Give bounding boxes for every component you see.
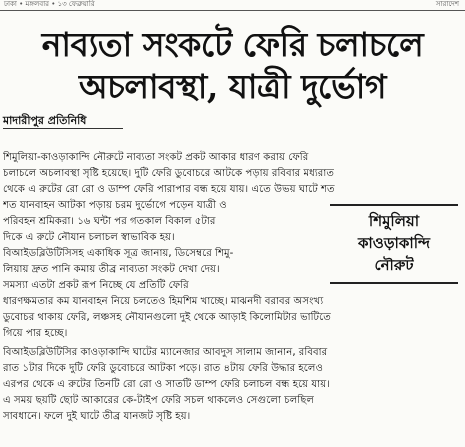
pullquote	[330, 204, 458, 284]
pullquote-line-2: কাওড়াকান্দি	[357, 234, 431, 252]
article-line: এ সময় ছয়টি ছোট আকারের কে-টাইপ ফেরি সচল থাকলেও সেগুলো চলছিল	[3, 395, 314, 406]
article-line: শত যানবাহন আটকা পড়ায় চরম দুর্ভোগে পড়েন যাত্রী ও	[3, 200, 227, 211]
article-paragraph-2	[3, 345, 459, 425]
article-paragraph-1-narrow	[3, 198, 321, 294]
pullquote-line-1: শিমুলিয়া	[368, 212, 420, 230]
header-strip-left: ঢাকা • মঙ্গলবার • ১৩ ফেব্রুয়ারি	[4, 0, 95, 8]
article-line: এরপর থেকে এ রুটের তিনটি রো রো ও সাতটি ডাম্প ফেরি চলাচল বন্ধ হয়ে যায়।	[3, 379, 330, 390]
article-line: ধারণক্ষমতার কম যানবাহন নিয়ে চলতেও হিমশিম খাচ্ছে। মাঝনদী বরাবর অসংখ্য	[3, 296, 324, 307]
header-strip-right: সারাদেশ	[435, 0, 459, 8]
article-line: পরিবহন শ্রমিকরা। ১৬ ঘন্টা পর গতকাল বিকাল ৫টার	[3, 216, 216, 227]
article-line: রাত ১টার দিকে দুটি ফেরি ডুবোচরে আটকা পড়ে। রাত ৪টায় ফেরি উদ্ধার হলেও	[3, 363, 323, 374]
article-paragraph-1	[3, 150, 459, 198]
article-paragraph-1-tail	[3, 294, 459, 342]
article-line: সমস্যা এতটা প্রকট রূপ নিচ্ছে যে প্রতিটি ফেরি	[3, 280, 189, 291]
headline-line-2: অচলাবস্থা, যাত্রী দুর্ভোগ	[79, 67, 386, 106]
article-line: বিআইডব্লিউটিসির কাওড়াকান্দি ঘাটের ম্যানেজার আবদুস সালাম জানান, রবিবার	[3, 347, 328, 358]
article-line: বিআইডব্লিউটিসিসহ একাধিক সূত্র জানায়, ডিসেম্বরে শিমু-	[3, 248, 234, 259]
article-line: ডুবোচর থাকায় ফেরি, লঞ্চসহ নৌযানগুলো দুই থেকে আড়াই কিলোমিটার ভাটিতে	[3, 312, 331, 323]
article-line: লিয়ায় দ্রুত পানি কমায় তীব্র নাব্যতা সংকট দেখা দেয়।	[3, 264, 220, 275]
pullquote-line-3: নৌরুট	[374, 256, 414, 274]
article-line: দিকে এ রুটে নৌযান চলাচল স্বাভাবিক হয়।	[3, 232, 175, 243]
article-line: গিয়ে পার হচ্ছে।	[3, 328, 68, 339]
headline	[0, 24, 465, 108]
headline-line-1: নাব্যতা সংকটে ফেরি চলাচলে	[41, 25, 424, 64]
byline-underline	[3, 128, 123, 129]
article-line: শিমুলিয়া-কাওড়াকান্দি নৌরুটে নাব্যতা সংকট প্রকট আকার ধারণ করায় ফেরি	[3, 152, 309, 163]
header-strip	[0, 0, 465, 11]
byline: মাদারীপুর প্রতিনিধি	[3, 114, 87, 127]
article-line: সাবধানে। ফলে দুই ঘাটে তীব্র যানজট সৃষ্টি হয়।	[3, 411, 191, 422]
article-line: থেকে এ রুটের রো রো ও ডাম্প ফেরি পারাপার বন্ধ হয়ে যায়। এতে উভয় ঘাটে শত	[3, 184, 335, 195]
article-line: চলাচলে অচলাবস্থা সৃষ্টি হয়েছে। দুটি ফেরি ডুবোচরে আটকে পড়ায় রবিবার মধ্যরাত	[3, 168, 335, 179]
